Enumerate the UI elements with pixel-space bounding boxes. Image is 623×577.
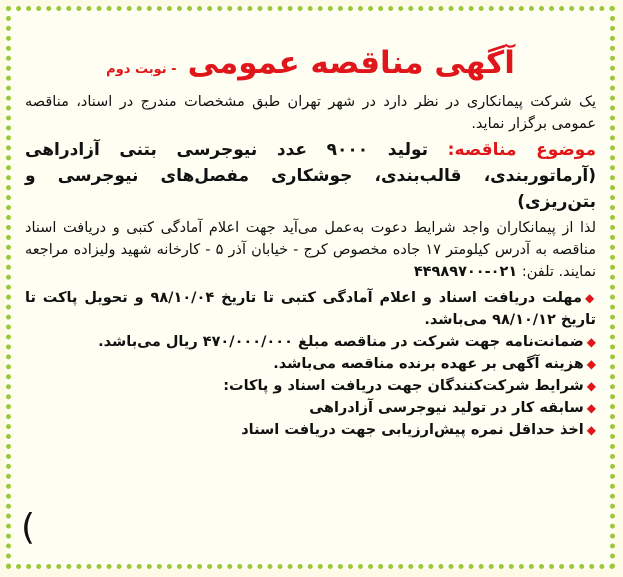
list-item: ◆اخذ حداقل نمره پیش‌ارزیابی جهت دریافت اسناد <box>241 422 596 438</box>
list-item: ◆مهلت دریافت اسناد و اعلام آمادگی کتبی تا تاریخ ۹۸/۱۰/۰۴ و تحویل پاکت تا تاریخ ۹۸/۱۰/۱۲ می‌باشد. <box>25 290 597 328</box>
intro-paragraph: یک شرکت پیمانکاری در نظر دارد در شهر تهران طبق مشخصات مندرج در اسناد، مناقصه عمومی برگزار نماید. <box>25 94 596 132</box>
diamond-bullet-icon: ◆ <box>584 291 597 305</box>
diamond-bullet-icon: ◆ <box>586 401 596 415</box>
invitation-text: لذا از پیمانکاران واجد شرایط دعوت به‌عمل می‌آید جهت اعلام آمادگی کتبی و دریافت اسناد مناقصه به آدرس کیلومتر ۱۷ جاده مخصوص کرج - خیابان آذر ۵ - کارخانه شهید ولیزاده مراجعه نمایند. تلفن: <box>25 220 596 280</box>
bracket-decoration-icon: ( <box>21 507 36 548</box>
conditions-list <box>25 287 596 441</box>
list-item: ◆شرایط شرکت‌کنندگان جهت دریافت اسناد و پاکات: <box>223 378 596 394</box>
diamond-bullet-icon: ◆ <box>586 335 596 349</box>
subject-label: موضوع مناقصه: <box>447 140 596 160</box>
list-item: ◆هزینه آگهی بر عهده برنده مناقصه می‌باشد. <box>273 356 596 372</box>
subject-paragraph <box>25 137 596 215</box>
ad-content <box>21 23 597 554</box>
subject-text: تولید ۹۰۰۰ عدد نیوجرسی بتنی آزادراهی (آرماتوربندی، قالب‌بندی، جوشکاری مفصل‌های نیوجرسی و بتن‌ریزی) <box>25 140 596 212</box>
ad-title: آگهی مناقصه عمومی <box>187 45 515 81</box>
ad-header <box>25 45 596 81</box>
invitation-paragraph <box>25 217 596 283</box>
diamond-bullet-icon: ◆ <box>586 379 596 393</box>
list-item: ◆سابقه کار در تولید نیوجرسی آزادراهی <box>309 400 596 416</box>
list-item: ◆ضمانت‌نامه جهت شرکت در مناقصه مبلغ ۴۷۰/۰۰۰/۰۰۰ ریال می‌باشد. <box>98 334 596 350</box>
ad-frame <box>6 6 615 569</box>
phone-number: ۰۲۱-۴۴۹۸۹۷۰۰ <box>413 264 518 280</box>
ad-title-suffix: - نوبت دوم <box>106 62 177 77</box>
diamond-bullet-icon: ◆ <box>586 357 596 371</box>
diamond-bullet-icon: ◆ <box>586 423 596 437</box>
